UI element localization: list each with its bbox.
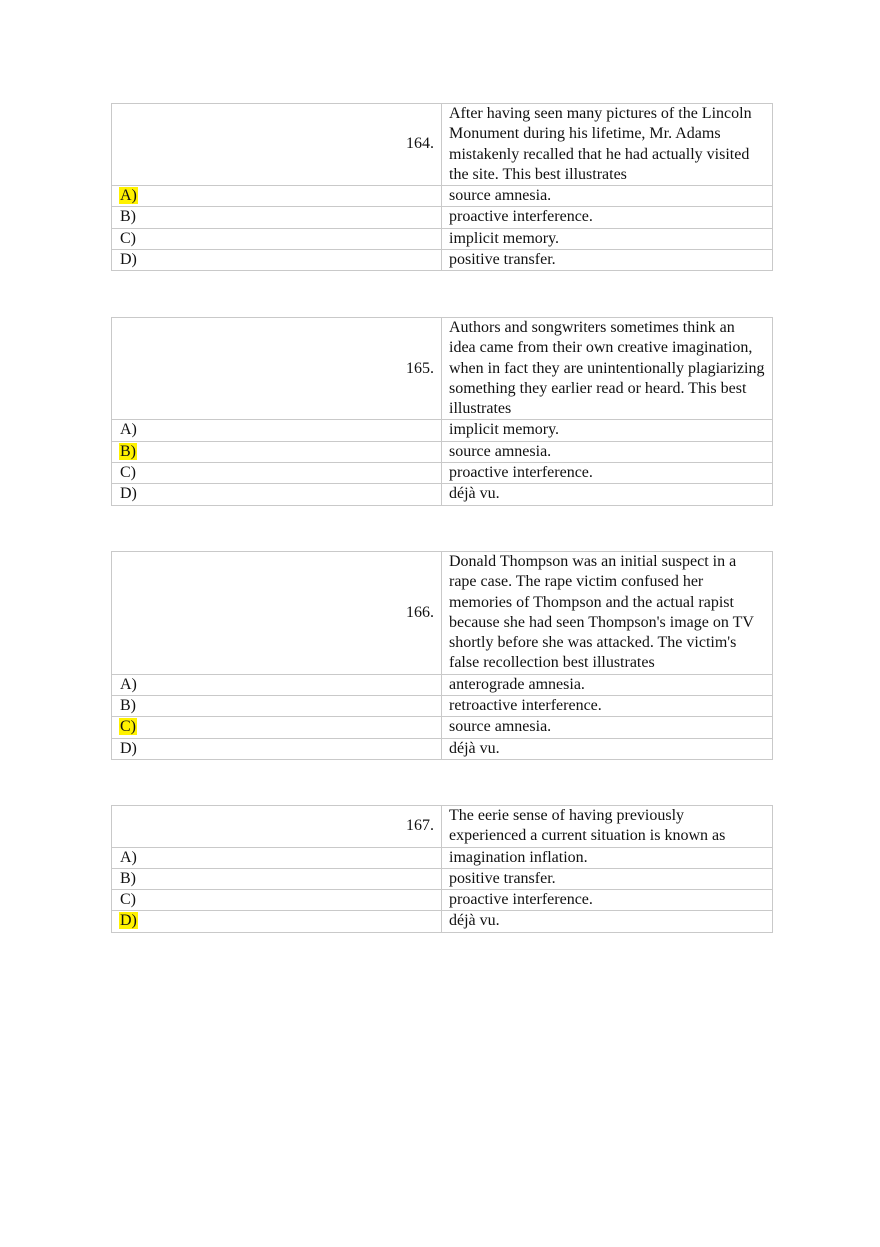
option-row bbox=[112, 420, 773, 441]
question-stem: After having seen many pictures of the Lincoln Monument during his lifetime, Mr. Adams mistakenly recalled that he had actually visited the site. This best illustrates bbox=[442, 104, 773, 186]
option-text: déjà vu. bbox=[442, 911, 773, 932]
option-row bbox=[112, 441, 773, 462]
option-text: implicit memory. bbox=[442, 228, 773, 249]
question-164 bbox=[111, 103, 773, 271]
option-letter: A) bbox=[120, 848, 137, 866]
option-letter-correct: D) bbox=[120, 912, 137, 930]
question-167 bbox=[111, 805, 773, 933]
option-text: déjà vu. bbox=[442, 484, 773, 505]
option-text: source amnesia. bbox=[442, 186, 773, 207]
option-row bbox=[112, 250, 773, 271]
option-text: positive transfer. bbox=[442, 868, 773, 889]
option-row bbox=[112, 463, 773, 484]
option-row bbox=[112, 868, 773, 889]
option-row bbox=[112, 228, 773, 249]
option-text: déjà vu. bbox=[442, 738, 773, 759]
option-letter: A) bbox=[120, 675, 137, 693]
option-letter: D) bbox=[120, 251, 137, 269]
option-row bbox=[112, 186, 773, 207]
option-letter: D) bbox=[120, 739, 137, 757]
option-text: retroactive interference. bbox=[442, 696, 773, 717]
option-row bbox=[112, 207, 773, 228]
option-row bbox=[112, 738, 773, 759]
option-letter: B) bbox=[120, 869, 136, 887]
option-letter-correct: A) bbox=[120, 187, 137, 205]
option-letter-correct: B) bbox=[120, 442, 136, 460]
question-number: 164. bbox=[112, 104, 442, 186]
option-row bbox=[112, 847, 773, 868]
question-number: 167. bbox=[112, 806, 442, 848]
option-row bbox=[112, 717, 773, 738]
option-text: anterograde amnesia. bbox=[442, 674, 773, 695]
option-row bbox=[112, 890, 773, 911]
question-number: 166. bbox=[112, 552, 442, 675]
option-letter-correct: C) bbox=[120, 718, 136, 736]
option-letter: B) bbox=[120, 697, 136, 715]
option-text: proactive interference. bbox=[442, 207, 773, 228]
option-letter: D) bbox=[120, 485, 137, 503]
option-text: implicit memory. bbox=[442, 420, 773, 441]
option-text: positive transfer. bbox=[442, 250, 773, 271]
option-text: proactive interference. bbox=[442, 890, 773, 911]
option-text: imagination inflation. bbox=[442, 847, 773, 868]
option-text: source amnesia. bbox=[442, 441, 773, 462]
option-letter: C) bbox=[120, 464, 136, 482]
option-row bbox=[112, 674, 773, 695]
question-stem: Authors and songwriters sometimes think an idea came from their own creative imagination, when in fact they are unintentionally plagiarizing something they earlier read or heard. This best illustrates bbox=[442, 318, 773, 420]
option-letter: A) bbox=[120, 421, 137, 439]
option-letter: B) bbox=[120, 208, 136, 226]
option-letter: C) bbox=[120, 229, 136, 247]
question-166 bbox=[111, 551, 773, 760]
question-number: 165. bbox=[112, 318, 442, 420]
option-text: source amnesia. bbox=[442, 717, 773, 738]
option-text: proactive interference. bbox=[442, 463, 773, 484]
question-stem: The eerie sense of having previously experienced a current situation is known as bbox=[442, 806, 773, 848]
question-165 bbox=[111, 317, 773, 506]
option-row bbox=[112, 484, 773, 505]
question-stem: Donald Thompson was an initial suspect in a rape case. The rape victim confused her memories of Thompson and the actual rapist because she had seen Thompson's image on TV shortly before she was attacked. The victim's false recollection best illustrates bbox=[442, 552, 773, 675]
option-row bbox=[112, 696, 773, 717]
option-row bbox=[112, 911, 773, 932]
option-letter: C) bbox=[120, 891, 136, 909]
